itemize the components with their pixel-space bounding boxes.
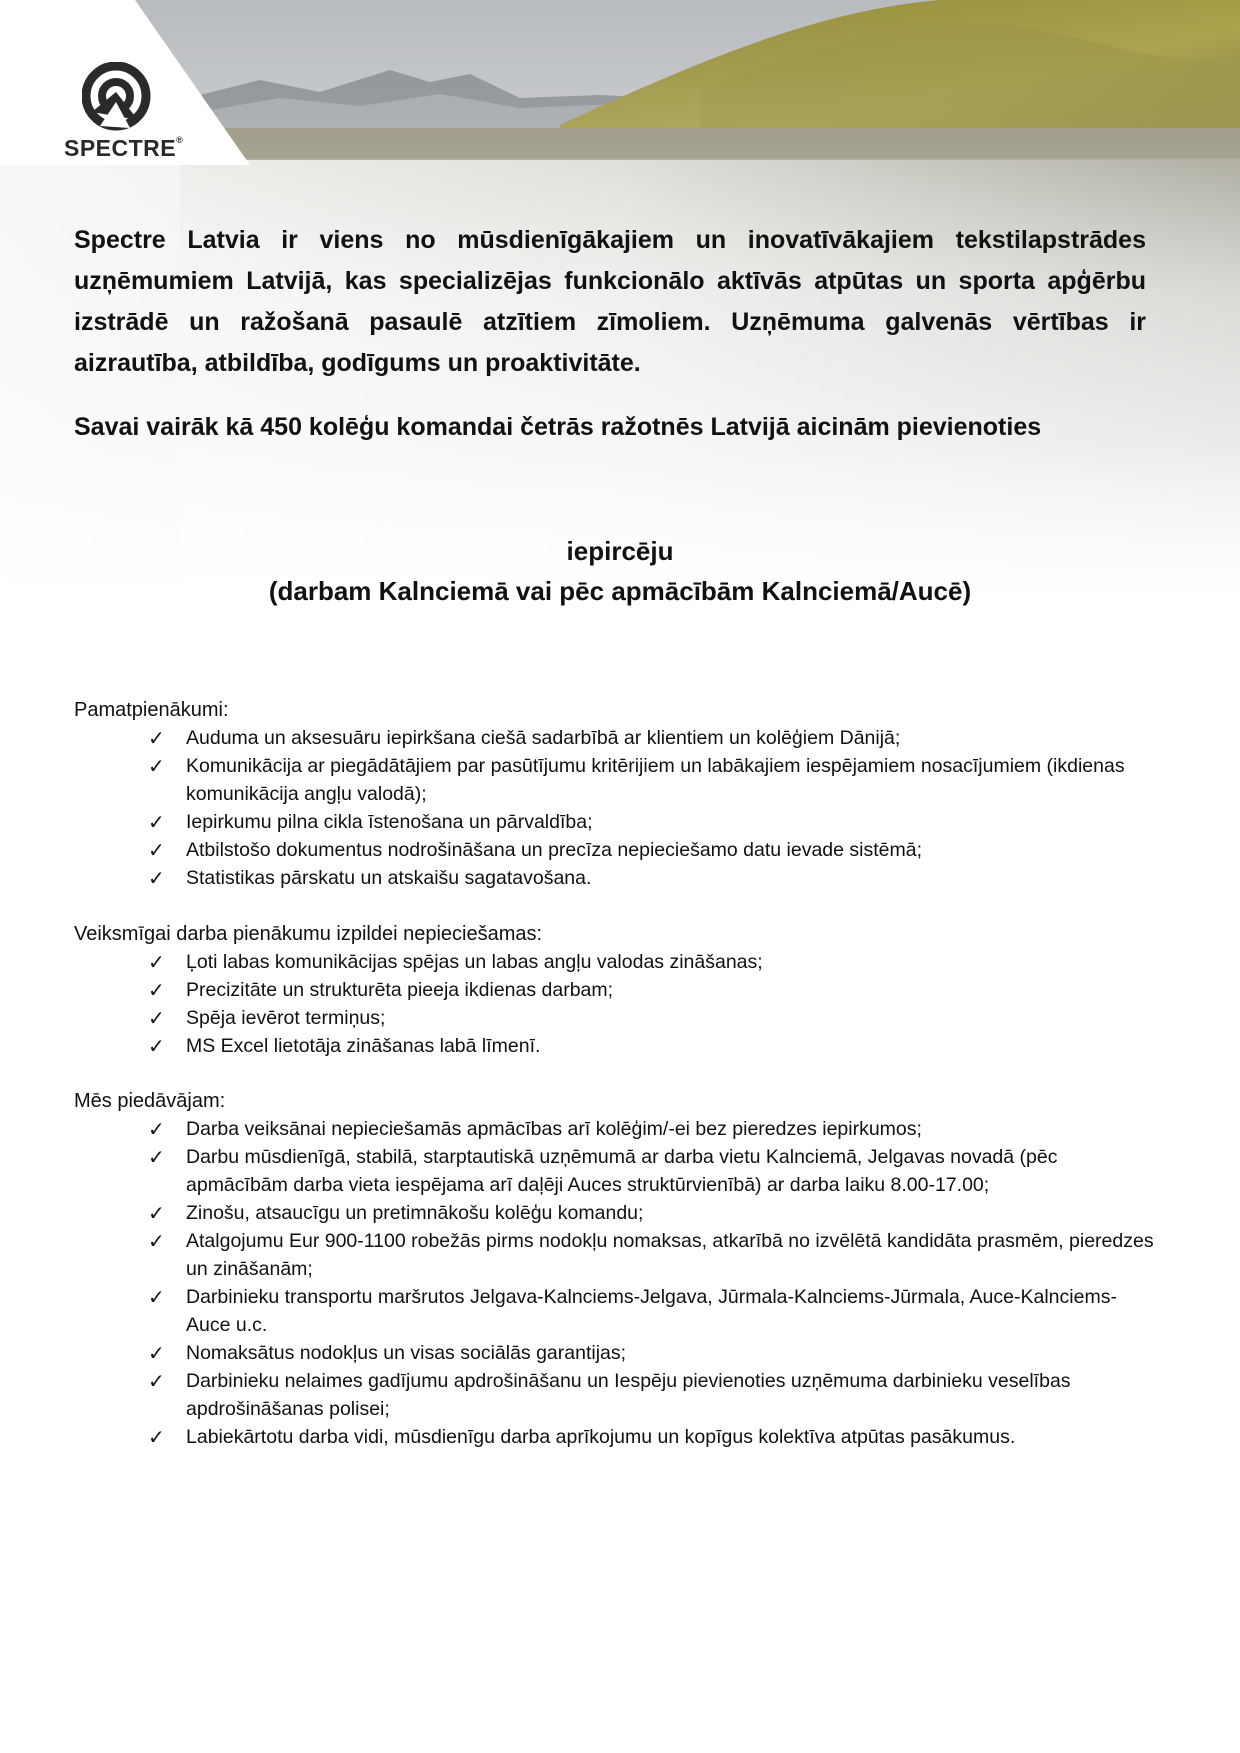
list-item-text: Atalgojumu Eur 900-1100 robežās pirms nodokļu nomaksas, atkarībā no izvēlētā kandidāta prasmēm, pieredzes un zināšanām;: [186, 1230, 1154, 1280]
spectre-logo: [62, 62, 182, 172]
checkmark-icon: ✓: [148, 1201, 165, 1225]
checkmark-icon: ✓: [148, 726, 165, 750]
checkmark-icon: ✓: [148, 978, 165, 1002]
list-item: [144, 836, 1154, 864]
list-item-text: Spēja ievērot termiņus;: [186, 1007, 386, 1029]
checkmark-icon: ✓: [148, 1285, 165, 1309]
list-item-text: Statistikas pārskatu un atskaišu sagatavošana.: [186, 867, 592, 889]
list-item: [144, 1367, 1154, 1423]
spectre-logo-icon: [82, 62, 152, 134]
offer-list: [144, 1115, 1154, 1451]
offer-heading: Mēs piedāvājam:: [74, 1090, 226, 1112]
invite-line: Savai vairāk kā 450 kolēģu komandai četrās ražotnēs Latvijā aicinām pievienoties: [74, 413, 1042, 441]
checkmark-icon: ✓: [148, 866, 165, 890]
checkmark-icon: ✓: [148, 950, 165, 974]
list-item-text: Darbu mūsdienīgā, stabilā, starptautiskā uzņēmumā ar darba vietu Kalnciemā, Jelgavas novadā (pēc apmācībām darba vieta iespējama arī daļēji Auces struktūrvienībā) ar darba laiku 8.00-17.00;: [186, 1146, 1058, 1196]
list-item: [144, 864, 1154, 892]
checkmark-icon: ✓: [148, 1425, 165, 1449]
checkmark-icon: ✓: [148, 838, 165, 862]
checkmark-icon: ✓: [148, 1229, 165, 1253]
list-item-text: Nomaksātus nodokļus un visas sociālās garantijas;: [186, 1342, 627, 1364]
list-item-text: Atbilstošo dokumentus nodrošināšana un precīza nepieciešamo datu ievade sistēmā;: [186, 839, 923, 861]
checkmark-icon: ✓: [148, 1145, 165, 1169]
list-item: [144, 1004, 1154, 1032]
list-item: [144, 1283, 1154, 1339]
checkmark-icon: ✓: [148, 1341, 165, 1365]
list-item: [144, 1115, 1154, 1143]
duties-heading: Pamatpienākumi:: [74, 699, 229, 721]
list-item-text: Iepirkumu pilna cikla īstenošana un pārvaldība;: [186, 811, 593, 833]
requirements-list: [144, 948, 1154, 1060]
list-item: [144, 752, 1154, 808]
position-title: iepircēju: [566, 536, 674, 566]
list-item-text: Zinošu, atsaucīgu un pretimnākošu kolēģu komandu;: [186, 1202, 644, 1224]
list-item-text: MS Excel lietotāja zināšanas labā līmenī.: [186, 1035, 541, 1057]
company-intro: Spectre Latvia ir viens no mūsdienīgākajiem un inovatīvākajiem tekstilapstrādes uzņēmumiem Latvijā, kas specializējas funkcionālo aktīvās atpūtas un sporta apģērbu izstrādē un ražošanā pasaulē atzītiem zīmoliem. Uzņēmuma galvenās vērtības ir aizrautība, atbildība, godīgums un proaktivitāte.: [74, 226, 1146, 377]
list-item: [144, 948, 1154, 976]
list-item: [144, 1423, 1154, 1451]
list-item-text: Auduma un aksesuāru iepirkšana ciešā sadarbībā ar klientiem un kolēģiem Dānijā;: [186, 727, 901, 749]
position-subtitle: (darbam Kalnciemā vai pēc apmācībām Kalnciemā/Aucē): [268, 576, 972, 606]
list-item: [144, 976, 1154, 1004]
list-item-text: Komunikācija ar piegādātājiem par pasūtījumu kritērijiem un labākajiem iespējamiem nosacījumiem (ikdienas komunikācija angļu valodā);: [186, 755, 1125, 805]
checkmark-icon: ✓: [148, 754, 165, 778]
list-item: [144, 1227, 1154, 1283]
checkmark-icon: ✓: [148, 1034, 165, 1058]
checkmark-icon: ✓: [148, 1006, 165, 1030]
checkmark-icon: ✓: [148, 1369, 165, 1393]
list-item: [144, 724, 1154, 752]
list-item-text: Darbinieku transportu maršrutos Jelgava-Kalnciems-Jelgava, Jūrmala-Kalnciems-Jūrmala, Auce-Kalnciems-Auce u.c.: [186, 1286, 1117, 1336]
requirements-heading: Veiksmīgai darba pienākumu izpildei nepieciešamas:: [74, 923, 543, 945]
list-item-text: Darba veiksānai nepieciešamās apmācības arī kolēģim/-ei bez pieredzes iepirkumos;: [186, 1118, 922, 1140]
list-item-text: Ļoti labas komunikācijas spējas un labas angļu valodas zināšanas;: [186, 951, 763, 973]
checkmark-icon: ✓: [148, 810, 165, 834]
list-item-text: Precizitāte un strukturēta pieeja ikdienas darbam;: [186, 979, 614, 1001]
list-item: [144, 1199, 1154, 1227]
checkmark-icon: ✓: [148, 1117, 165, 1141]
position-title-block: [0, 531, 1240, 611]
logo-wordmark: SPECTRE®: [64, 135, 184, 161]
list-item: [144, 808, 1154, 836]
list-item-text: Labiekārtotu darba vidi, mūsdienīgu darba aprīkojumu un kopīgus kolektīva atpūtas pasākumus.: [186, 1426, 1016, 1448]
list-item: [144, 1032, 1154, 1060]
list-item: [144, 1339, 1154, 1367]
duties-list: [144, 724, 1154, 892]
list-item: [144, 1143, 1154, 1199]
list-item-text: Darbinieku nelaimes gadījumu apdrošināšanu un Iespēju pievienoties uzņēmuma darbinieku veselības apdrošināšanas polisei;: [186, 1370, 1071, 1420]
